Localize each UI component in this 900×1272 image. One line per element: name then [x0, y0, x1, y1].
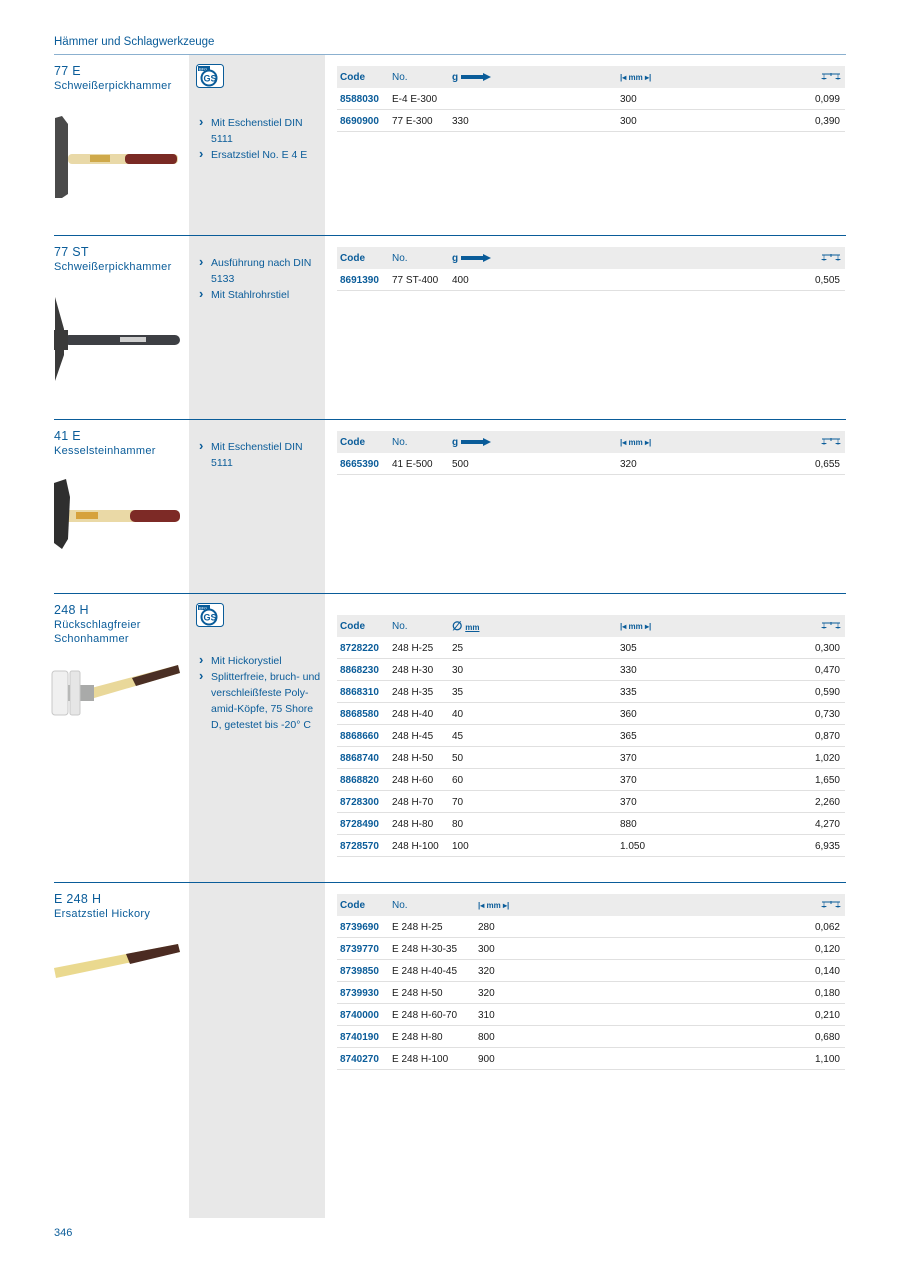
- cell-diameter: 50: [452, 753, 464, 764]
- section-divider: [54, 419, 846, 420]
- cell-diameter: 35: [452, 687, 464, 698]
- cell-length: 900: [478, 1054, 495, 1065]
- cell-code: 8868310: [340, 687, 379, 698]
- col-length-head: |◂ mm ▸|: [478, 901, 510, 910]
- table-row: [337, 982, 845, 1004]
- col-weight-head: [452, 72, 491, 83]
- table-header: [337, 894, 845, 916]
- cell-no: E 248 H-40-45: [392, 966, 458, 977]
- cell-weight: 330: [452, 116, 469, 127]
- col-weight-head: [452, 437, 491, 448]
- col-no: No.: [392, 437, 408, 448]
- cell-length: 330: [620, 665, 637, 676]
- col-length-head: |◂ mm ▸|: [620, 622, 652, 631]
- cell-no: E 248 H-30-35: [392, 944, 458, 955]
- cell-length: 335: [620, 687, 637, 698]
- table-row: [337, 110, 845, 132]
- length-unit: mm: [628, 622, 643, 631]
- cell-kg: 1,020: [814, 753, 840, 764]
- cell-no: 248 H-100: [392, 841, 439, 852]
- diameter-icon: ∅: [452, 619, 463, 633]
- scale-icon: [820, 253, 842, 263]
- cell-kg: 0,210: [814, 1010, 840, 1021]
- cell-no: E-4 E-300: [392, 94, 438, 105]
- cell-kg: 6,935: [814, 841, 840, 852]
- cell-kg: 0,180: [814, 988, 840, 999]
- length-unit: mm: [628, 438, 643, 447]
- product-table: [337, 431, 845, 475]
- cell-code: 8868230: [340, 665, 379, 676]
- table-row: [337, 813, 845, 835]
- cell-kg: 0,300: [814, 643, 840, 654]
- cell-kg: 4,270: [814, 819, 840, 830]
- cell-kg: 0,870: [814, 731, 840, 742]
- table-row: [337, 769, 845, 791]
- hickory-handle-image: [50, 940, 185, 985]
- col-no: No.: [392, 900, 408, 911]
- product-name: 77 E: [54, 64, 81, 78]
- feature-item: › Mit Stahlrohrstiel: [198, 287, 324, 303]
- col-weight-head: [452, 253, 491, 264]
- cell-code: 8740000: [340, 1010, 379, 1021]
- table-row: [337, 835, 845, 857]
- table-row: [337, 960, 845, 982]
- product-subtitle: Schweißerpickhammer: [54, 80, 172, 92]
- feature-item: › Ausführung nach DIN 5133: [198, 255, 324, 287]
- table-row: [337, 791, 845, 813]
- product-subtitle: Kesselsteinhammer: [54, 445, 156, 457]
- cell-code: 8739850: [340, 966, 379, 977]
- cell-code: 8739930: [340, 988, 379, 999]
- feature-item: › Ersatzstiel No. E 4 E: [198, 147, 324, 163]
- cell-no: E 248 H-100: [392, 1054, 449, 1065]
- cell-length: 300: [620, 94, 637, 105]
- table-row: [337, 88, 845, 110]
- product-table: [337, 66, 845, 132]
- table-row: [337, 1048, 845, 1070]
- cell-kg: 0,730: [814, 709, 840, 720]
- table-header: [337, 431, 845, 453]
- features-column-background: [189, 55, 325, 1218]
- head-weight-arrow-icon: [461, 438, 491, 446]
- cell-code: 8868740: [340, 753, 379, 764]
- feature-list: [198, 115, 324, 163]
- cell-code: 8728220: [340, 643, 379, 654]
- page-header-title: Hämmer und Schlagwerkzeuge: [54, 36, 215, 48]
- section-divider: [54, 593, 846, 594]
- table-row: [337, 269, 845, 291]
- cell-length: 320: [620, 459, 637, 470]
- cell-code: 8665390: [340, 459, 379, 470]
- col-no: No.: [392, 72, 408, 83]
- table-row: [337, 703, 845, 725]
- cell-kg: 0,099: [814, 94, 840, 105]
- col-code: Code: [340, 621, 365, 632]
- col-no: No.: [392, 253, 408, 264]
- cell-code: 8728490: [340, 819, 379, 830]
- scale-icon: [820, 72, 842, 82]
- cell-no: E 248 H-80: [392, 1032, 443, 1043]
- cell-kg: 0,505: [814, 275, 840, 286]
- cell-kg: 0,062: [814, 922, 840, 933]
- cell-no: 41 E-500: [392, 459, 433, 470]
- cell-kg: 1,650: [814, 775, 840, 786]
- cell-no: 248 H-30: [392, 665, 434, 676]
- cell-no: 248 H-40: [392, 709, 434, 720]
- length-unit: mm: [486, 901, 501, 910]
- weight-unit: g: [452, 437, 459, 448]
- welding-chipping-hammer-image: [50, 114, 185, 199]
- product-table: [337, 894, 845, 1070]
- gs-certification-icon: [196, 64, 224, 88]
- cell-diameter: 80: [452, 819, 464, 830]
- cell-length: 880: [620, 819, 637, 830]
- cell-diameter: 30: [452, 665, 464, 676]
- cell-no: E 248 H-60-70: [392, 1010, 458, 1021]
- cell-length: 300: [478, 944, 495, 955]
- weight-unit: g: [452, 253, 459, 264]
- table-row: [337, 1026, 845, 1048]
- col-code: Code: [340, 253, 365, 264]
- product-subtitle: Ersatzstiel Hickory: [54, 908, 151, 920]
- cell-length: 305: [620, 643, 637, 654]
- cell-weight: 400: [452, 275, 469, 286]
- table-row: [337, 725, 845, 747]
- cell-kg: 0,140: [814, 966, 840, 977]
- cell-no: 77 ST-400: [392, 275, 439, 286]
- steel-handle-chipping-hammer-image: [50, 295, 185, 385]
- cell-code: 8588030: [340, 94, 379, 105]
- cell-length: 370: [620, 775, 637, 786]
- col-code: Code: [340, 437, 365, 448]
- cell-weight: 500: [452, 459, 469, 470]
- cell-diameter: 60: [452, 775, 464, 786]
- weight-unit: g: [452, 72, 459, 83]
- cell-code: 8740190: [340, 1032, 379, 1043]
- cell-length: 310: [478, 1010, 495, 1021]
- cell-length: 320: [478, 966, 495, 977]
- feature-item: › Mit Eschenstiel DIN 5111: [198, 115, 324, 147]
- product-name: 41 E: [54, 429, 81, 443]
- feature-item: › Mit Eschenstiel DIN 5111: [198, 439, 324, 471]
- table-row: [337, 681, 845, 703]
- cell-length: 300: [620, 116, 637, 127]
- product-name: 248 H: [54, 603, 89, 617]
- feature-list: [198, 653, 324, 733]
- table-row: [337, 1004, 845, 1026]
- cell-length: 360: [620, 709, 637, 720]
- product-table: [337, 615, 845, 857]
- table-header: [337, 66, 845, 88]
- cell-diameter: 70: [452, 797, 464, 808]
- cell-diameter: 40: [452, 709, 464, 720]
- table-row: [337, 916, 845, 938]
- cell-no: 248 H-35: [392, 687, 434, 698]
- cell-kg: 2,260: [814, 797, 840, 808]
- product-subtitle: Rückschlagfreier Schonhammer: [54, 619, 141, 645]
- cell-kg: 0,655: [814, 459, 840, 470]
- col-length-head: |◂ mm ▸|: [620, 73, 652, 82]
- table-row: [337, 637, 845, 659]
- cell-diameter: 25: [452, 643, 464, 654]
- cell-length: 370: [620, 753, 637, 764]
- scale-icon: [820, 437, 842, 447]
- cell-length: 320: [478, 988, 495, 999]
- feature-list: [198, 439, 324, 471]
- cell-code: 8868580: [340, 709, 379, 720]
- cell-no: 248 H-80: [392, 819, 434, 830]
- cell-code: 8691390: [340, 275, 379, 286]
- cell-length: 280: [478, 922, 495, 933]
- cell-diameter: 45: [452, 731, 464, 742]
- cell-no: 248 H-50: [392, 753, 434, 764]
- scale-icon: [820, 621, 842, 631]
- head-weight-arrow-icon: [461, 73, 491, 81]
- table-header: [337, 615, 845, 637]
- cell-no: 248 H-60: [392, 775, 434, 786]
- cell-no: E 248 H-50: [392, 988, 443, 999]
- scaling-hammer-image: [50, 477, 185, 552]
- length-unit: mm: [628, 73, 643, 82]
- cell-code: 8690900: [340, 116, 379, 127]
- header-divider: [54, 54, 846, 55]
- product-subtitle: Schweißerpickhammer: [54, 261, 172, 273]
- table-row: [337, 659, 845, 681]
- product-table: [337, 247, 845, 291]
- col-code: Code: [340, 72, 365, 83]
- head-weight-arrow-icon: [461, 254, 491, 262]
- cell-code: 8868820: [340, 775, 379, 786]
- cell-no: 248 H-45: [392, 731, 434, 742]
- cell-diameter: 100: [452, 841, 469, 852]
- cell-no: 77 E-300: [392, 116, 433, 127]
- section-divider: [54, 882, 846, 883]
- cell-kg: 0,590: [814, 687, 840, 698]
- cell-code: 8739770: [340, 944, 379, 955]
- cell-no: 248 H-70: [392, 797, 434, 808]
- cell-code: 8740270: [340, 1054, 379, 1065]
- cell-code: 8868660: [340, 731, 379, 742]
- table-row: [337, 453, 845, 475]
- product-name: E 248 H: [54, 892, 102, 906]
- cell-length: 370: [620, 797, 637, 808]
- feature-item: › Mit Hickorystiel: [198, 653, 324, 669]
- feature-item: › Splitterfreie, bruch- und verschleißfeste Poly-amid-Köpfe, 75 Shore D, getestet bis -20° C: [198, 669, 324, 733]
- cell-kg: 1,100: [814, 1054, 840, 1065]
- diameter-unit: mm: [465, 623, 480, 632]
- page-number: 346: [54, 1227, 73, 1239]
- cell-no: 248 H-25: [392, 643, 434, 654]
- cell-code: 8739690: [340, 922, 379, 933]
- col-length-head: |◂ mm ▸|: [620, 438, 652, 447]
- gs-certification-icon: [196, 603, 224, 627]
- cell-kg: 0,120: [814, 944, 840, 955]
- dead-blow-mallet-image: [50, 659, 185, 724]
- table-row: [337, 938, 845, 960]
- cell-length: 1.050: [620, 841, 646, 852]
- cell-no: E 248 H-25: [392, 922, 443, 933]
- cell-kg: 0,680: [814, 1032, 840, 1043]
- section-divider: [54, 235, 846, 236]
- feature-list: [198, 255, 324, 303]
- cell-kg: 0,470: [814, 665, 840, 676]
- col-code: Code: [340, 900, 365, 911]
- cell-length: 800: [478, 1032, 495, 1043]
- cell-kg: 0,390: [814, 116, 840, 127]
- col-no: No.: [392, 621, 408, 632]
- product-name: 77 ST: [54, 245, 89, 259]
- table-header: [337, 247, 845, 269]
- col-diameter-head: [452, 619, 479, 633]
- cell-code: 8728570: [340, 841, 379, 852]
- table-row: [337, 747, 845, 769]
- cell-length: 365: [620, 731, 637, 742]
- scale-icon: [820, 900, 842, 910]
- cell-code: 8728300: [340, 797, 379, 808]
